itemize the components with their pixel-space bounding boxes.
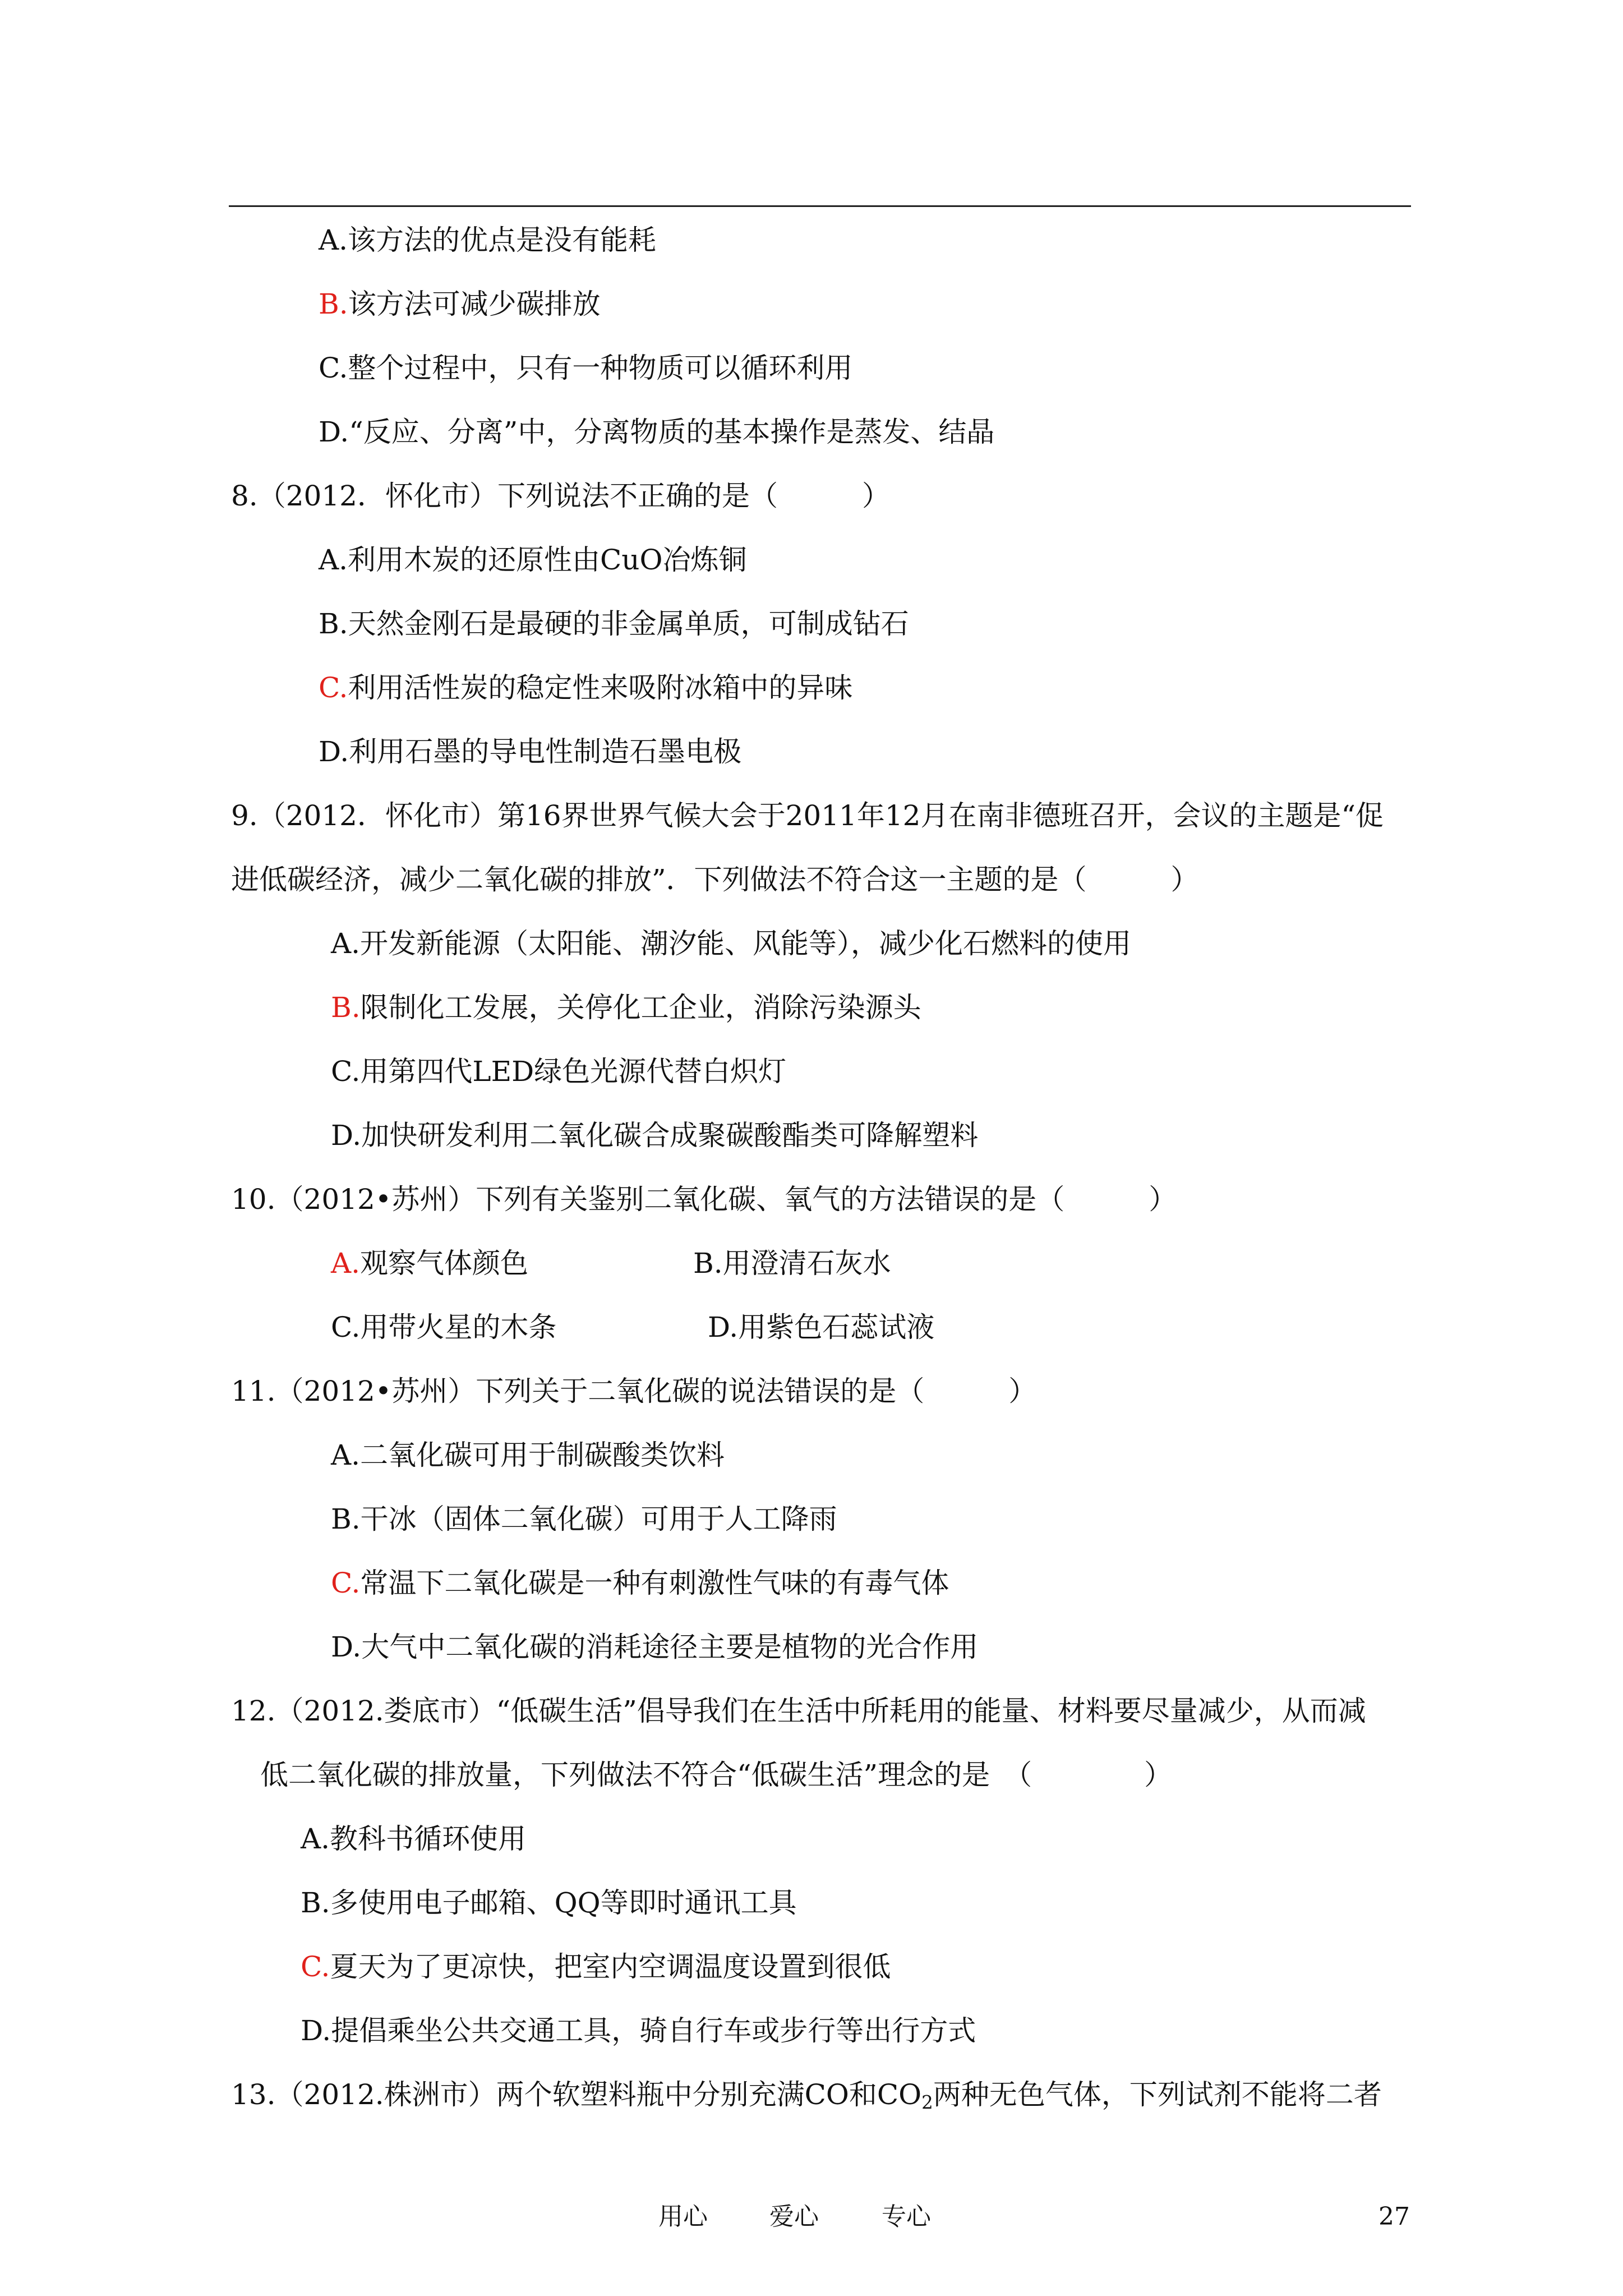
q9-option-a: A.开发新能源（太阳能、潮汐能、风能等），减少化石燃料的使用 [331,927,1132,960]
q8-option-b: B.天然金刚石是最硬的非金属单质，可制成钻石 [319,608,909,640]
q12-option-d: D.提倡乘坐公共交通工具，骑自行车或步行等出行方式 [301,2014,976,2047]
answer-mark: C. [319,671,348,704]
answer-mark: B. [331,991,361,1024]
q11-option-a: A.二氧化碳可用于制碳酸类饮料 [331,1439,725,1471]
q12-stem-line1: 12.（2012.娄底市）“低碳生活”倡导我们在生活中所耗用的能量、材料要尽量减少，从而减 [231,1695,1366,1727]
q10-option-a: A.观察气体颜色 [331,1247,529,1280]
q11-stem: 11.（2012•苏州）下列关于二氧化碳的说法错误的是（ ） [231,1375,1037,1407]
page-number: 27 [1378,2202,1410,2231]
q13-stem: 13.（2012.株洲市）两个软塑料瓶中分别充满CO和$CO_2$两种无色气体，下列试剂不能将二者 [231,2078,1382,2114]
footer-right: 专心 [882,2202,931,2231]
q10-option-c: C.用带火星的木条 [331,1311,557,1343]
q7-option-b: B.该方法可减少碳排放 [319,288,601,320]
q12-option-b: B.多使用电子邮箱、QQ等即时通讯工具 [301,1887,797,1919]
q8-stem: 8.（2012．怀化市）下列说法不正确的是（ ） [231,480,890,512]
q12-option-c: C.夏天为了更凉快，把室内空调温度设置到很低 [301,1950,891,1983]
q8-option-d: D.利用石墨的导电性制造石墨电极 [319,735,742,768]
answer-mark: C. [331,1567,361,1599]
q9-option-c: C.用第四代LED绿色光源代替白炽灯 [331,1055,787,1088]
answer-mark: B. [319,288,348,320]
q9-stem-line1: 9.（2012．怀化市）第16界世界气候大会于2011年12月在南非德班召开，会议的主题是“促 [231,799,1384,832]
footer-left: 用心 [658,2202,708,2231]
q12-option-a: A.教科书循环使用 [301,1823,527,1855]
q10-option-b: B.用澄清石灰水 [693,1247,891,1280]
q10-option-d: D.用紫色石蕊试液 [708,1311,935,1343]
answer-mark: C. [301,1950,330,1983]
q11-option-b: B.干冰（固体二氧化碳）可用于人工降雨 [331,1503,837,1535]
q7-option-a: A.该方法的优点是没有能耗 [319,224,657,256]
q9-option-d: D.加快研发利用二氧化碳合成聚碳酸酯类可降解塑料 [331,1119,979,1152]
q10-stem: 10.（2012•苏州）下列有关鉴别二氧化碳、氧气的方法错误的是（ ） [231,1183,1177,1216]
q7-option-d: D.“反应、分离”中，分离物质的基本操作是蒸发、结晶 [319,416,995,448]
q8-option-c: C.利用活性炭的稳定性来吸附冰箱中的异味 [319,671,853,704]
q9-option-b: B.限制化工发展，关停化工企业，消除污染源头 [331,991,921,1024]
answer-mark: A. [331,1247,361,1280]
q12-stem-line2: 低二氧化碳的排放量，下列做法不符合“低碳生活”理念的是 （ ） [260,1759,1173,1791]
header-rule [229,205,1411,207]
q11-option-d: D.大气中二氧化碳的消耗途径主要是植物的光合作用 [331,1631,979,1663]
q7-option-c: C.整个过程中，只有一种物质可以循环利用 [319,352,853,384]
footer-mid: 爱心 [769,2202,819,2231]
q11-option-c: C.常温下二氧化碳是一种有刺激性气味的有毒气体 [331,1567,949,1599]
q9-stem-line2: 进低碳经济，减少二氧化碳的排放”．下列做法不符合这一主题的是（ ） [231,863,1199,896]
q8-option-a: A.利用木炭的还原性由CuO冶炼铜 [319,544,747,576]
